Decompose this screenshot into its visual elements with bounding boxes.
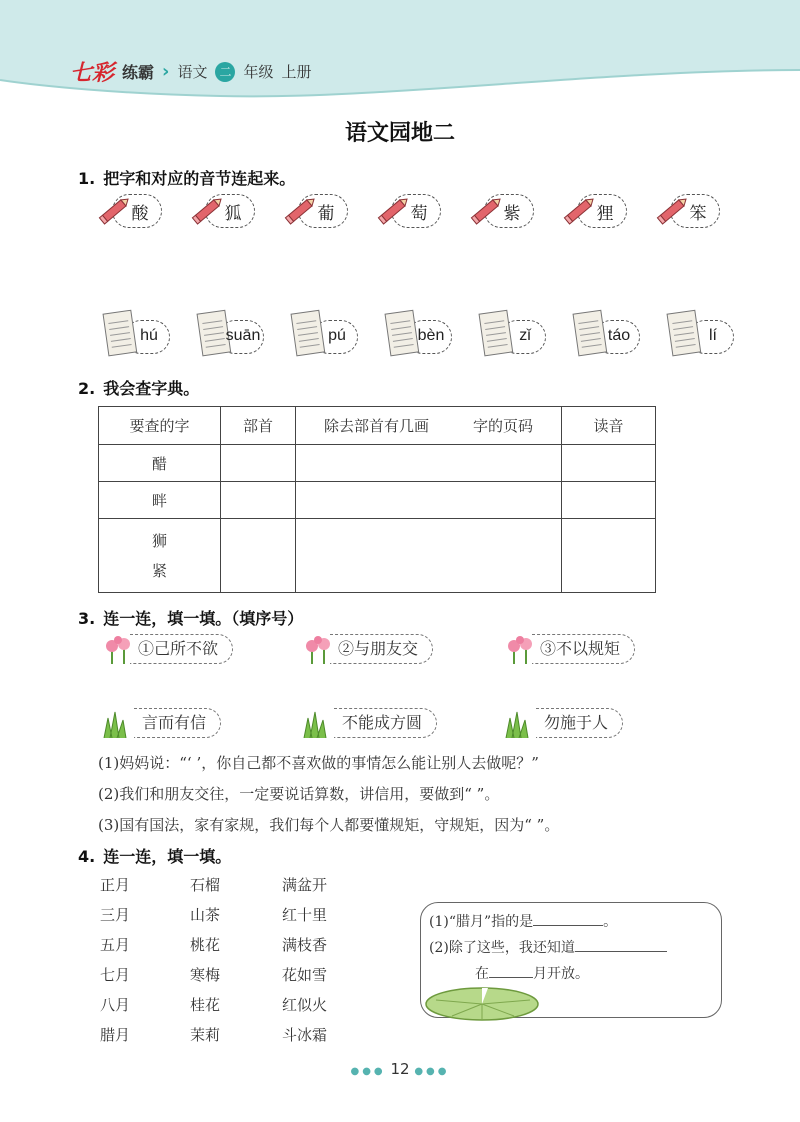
idiom-card[interactable]: [100, 632, 260, 668]
dictionary-table: [98, 406, 656, 593]
idiom-text: 言而有信: [134, 708, 221, 738]
list-item[interactable]: 红十里: [282, 906, 328, 924]
col-header-strokes-page: [296, 407, 562, 445]
box-line-3-b: 月开放。: [533, 966, 589, 982]
lily-pad-icon: [422, 980, 542, 1022]
pinyin-card[interactable]: [474, 308, 546, 362]
fill-blank-line[interactable]: (2)我们和朋友交往，一定要说话算数，讲信用，要做到“ ”。: [98, 785, 500, 803]
pinyin-text: lí: [709, 327, 717, 344]
q3-prompt: 连一连，填一填。（填序号）: [103, 609, 304, 628]
q1-heading: [78, 166, 295, 189]
grass-icon: [502, 710, 532, 738]
box-line-1-text: (1)“腊月”指的是: [429, 914, 534, 930]
page-footer: [0, 1060, 800, 1078]
char-text: 笨: [689, 204, 707, 224]
list-item[interactable]: 腊月: [100, 1026, 131, 1044]
list-item[interactable]: 五月: [100, 936, 131, 954]
flower-icon: [300, 634, 334, 666]
page-header: [0, 0, 800, 110]
q2-heading: [78, 376, 199, 399]
answer-cell[interactable]: [221, 445, 296, 482]
table-cell-char-pair: [99, 519, 221, 593]
idiom-text: 勿施于人: [536, 708, 623, 738]
grass-icon: [100, 710, 130, 738]
idiom-text: ②与朋友交: [330, 634, 433, 664]
table-header-row: [99, 407, 656, 445]
dots-decoration: ●●●: [414, 1066, 450, 1077]
list-item[interactable]: 八月: [100, 996, 131, 1014]
brand-series: 练霸: [122, 63, 155, 82]
char-card[interactable]: [98, 190, 164, 236]
char-card[interactable]: [470, 190, 536, 236]
subject-label: 语文: [177, 63, 208, 81]
header-band: [0, 0, 800, 110]
answer-cell[interactable]: [562, 445, 656, 482]
q4-number: 4.: [78, 847, 96, 866]
pinyin-text: hú: [140, 327, 158, 344]
pinyin-text: táo: [607, 327, 631, 344]
table-row: [99, 519, 656, 593]
answer-blank[interactable]: [489, 964, 533, 978]
table-cell-char: 畔: [99, 482, 221, 519]
q2-number: 2.: [78, 379, 96, 398]
list-item[interactable]: 桃花: [190, 936, 221, 954]
grade-suffix: 年级: [243, 63, 274, 81]
pinyin-card[interactable]: [662, 308, 734, 362]
idiom-text: 不能成方圆: [334, 708, 437, 738]
box-line-1: [429, 911, 617, 931]
q4-heading: [78, 844, 231, 867]
answer-cell[interactable]: [562, 482, 656, 519]
months-column: [100, 872, 130, 1052]
idiom-card[interactable]: [300, 632, 460, 668]
idiom-card[interactable]: [300, 706, 460, 742]
answer-cell[interactable]: [221, 482, 296, 519]
list-item[interactable]: 满盆开: [282, 876, 328, 894]
list-item[interactable]: 满枝香: [282, 936, 328, 954]
grade-badge: 二: [215, 62, 235, 82]
flower-icon: [502, 634, 536, 666]
q3-heading: [78, 606, 303, 629]
flowers-column: [190, 872, 220, 1052]
pinyin-card[interactable]: [98, 308, 170, 362]
answer-cell[interactable]: [296, 482, 562, 519]
q1-char-row: [98, 190, 722, 236]
box-line-2: [429, 937, 667, 957]
q4-prompt: 连一连，填一填。: [103, 847, 232, 866]
q3-number: 3.: [78, 609, 96, 628]
list-item[interactable]: 花如雪: [282, 966, 328, 984]
char-text: 葡: [317, 204, 335, 224]
char-card[interactable]: [284, 190, 350, 236]
pinyin-card[interactable]: [286, 308, 358, 362]
box-line-3-a: 在: [475, 966, 489, 982]
q1-pinyin-row: [98, 308, 734, 362]
list-item[interactable]: 山茶: [190, 906, 221, 924]
char-text: 酸: [131, 204, 149, 224]
answer-blank[interactable]: [533, 912, 603, 926]
idiom-card[interactable]: [502, 706, 662, 742]
char-card[interactable]: [377, 190, 443, 236]
pinyin-text: suān: [225, 327, 261, 344]
fill-blank-line[interactable]: (1)妈妈说：“‘ ’，你自己都不喜欢做的事情怎么能让别人去做呢？”: [98, 754, 539, 772]
col-header-pronunciation: 读音: [562, 407, 656, 445]
table-cell-char: 狮: [151, 531, 167, 550]
pinyin-card[interactable]: [192, 308, 264, 362]
phrases-column: [282, 872, 327, 1052]
pinyin-text: bèn: [417, 327, 445, 344]
list-item[interactable]: 茉莉: [190, 1026, 221, 1044]
semester-label: 上册: [281, 63, 312, 81]
page-number: 12: [390, 1060, 410, 1078]
table-row: [99, 482, 656, 519]
fill-blank-line[interactable]: (3)国有国法，家有家规，我们每个人都要懂规矩，守规矩，因为“ ”。: [98, 816, 560, 834]
q2-prompt: 我会查字典。: [103, 379, 200, 398]
char-text: 狐: [224, 204, 242, 224]
list-item[interactable]: 正月: [100, 876, 131, 894]
brand-logo: 七彩: [70, 60, 115, 86]
pinyin-text: pú: [328, 327, 346, 344]
list-item[interactable]: 桂花: [190, 996, 221, 1014]
idiom-card[interactable]: [502, 632, 662, 668]
chevron-right-icon: ›: [162, 61, 170, 82]
col-header-page: 字的页码: [472, 417, 533, 435]
answer-cell[interactable]: [296, 519, 562, 593]
answer-cell[interactable]: [221, 519, 296, 593]
char-card[interactable]: [563, 190, 629, 236]
idiom-text: ③不以规矩: [532, 634, 635, 664]
brand: [70, 56, 312, 87]
list-item[interactable]: 石榴: [190, 876, 221, 894]
box-line-1-end: 。: [603, 914, 618, 930]
char-text: 狸: [596, 204, 614, 224]
table-cell-char: 紧: [151, 561, 167, 580]
list-item[interactable]: 斗冰霜: [282, 1026, 328, 1044]
q1-number: 1.: [78, 169, 96, 188]
pinyin-card[interactable]: [380, 308, 452, 362]
list-item[interactable]: 三月: [100, 906, 131, 924]
q1-prompt: 把字和对应的音节连起来。: [103, 169, 296, 188]
col-header-radical: 部首: [221, 407, 296, 445]
answer-blank[interactable]: [575, 938, 667, 952]
grass-icon: [300, 710, 330, 738]
col-header-strokes: 除去部首有几画: [323, 417, 429, 435]
char-card[interactable]: [191, 190, 257, 236]
char-text: 紫: [503, 204, 521, 224]
dots-decoration: ●●●: [350, 1066, 386, 1077]
char-text: 萄: [410, 204, 428, 224]
flower-icon: [100, 634, 134, 666]
list-item[interactable]: 寒梅: [190, 966, 221, 984]
pinyin-text: zǐ: [519, 327, 531, 344]
answer-cell[interactable]: [562, 519, 656, 593]
col-header-char: 要查的字: [99, 407, 221, 445]
box-line-2-text: (2)除了这些，我还知道: [429, 940, 575, 956]
page-title: 语文园地二: [344, 120, 455, 146]
table-cell-char: 醋: [99, 445, 221, 482]
idiom-card[interactable]: [100, 706, 260, 742]
idiom-text: ①己所不欲: [130, 634, 233, 664]
table-row: [99, 445, 656, 482]
list-item[interactable]: 红似火: [282, 996, 328, 1014]
answer-cell[interactable]: [296, 445, 562, 482]
char-card[interactable]: [656, 190, 722, 236]
pinyin-card[interactable]: [568, 308, 640, 362]
list-item[interactable]: 七月: [100, 966, 131, 984]
